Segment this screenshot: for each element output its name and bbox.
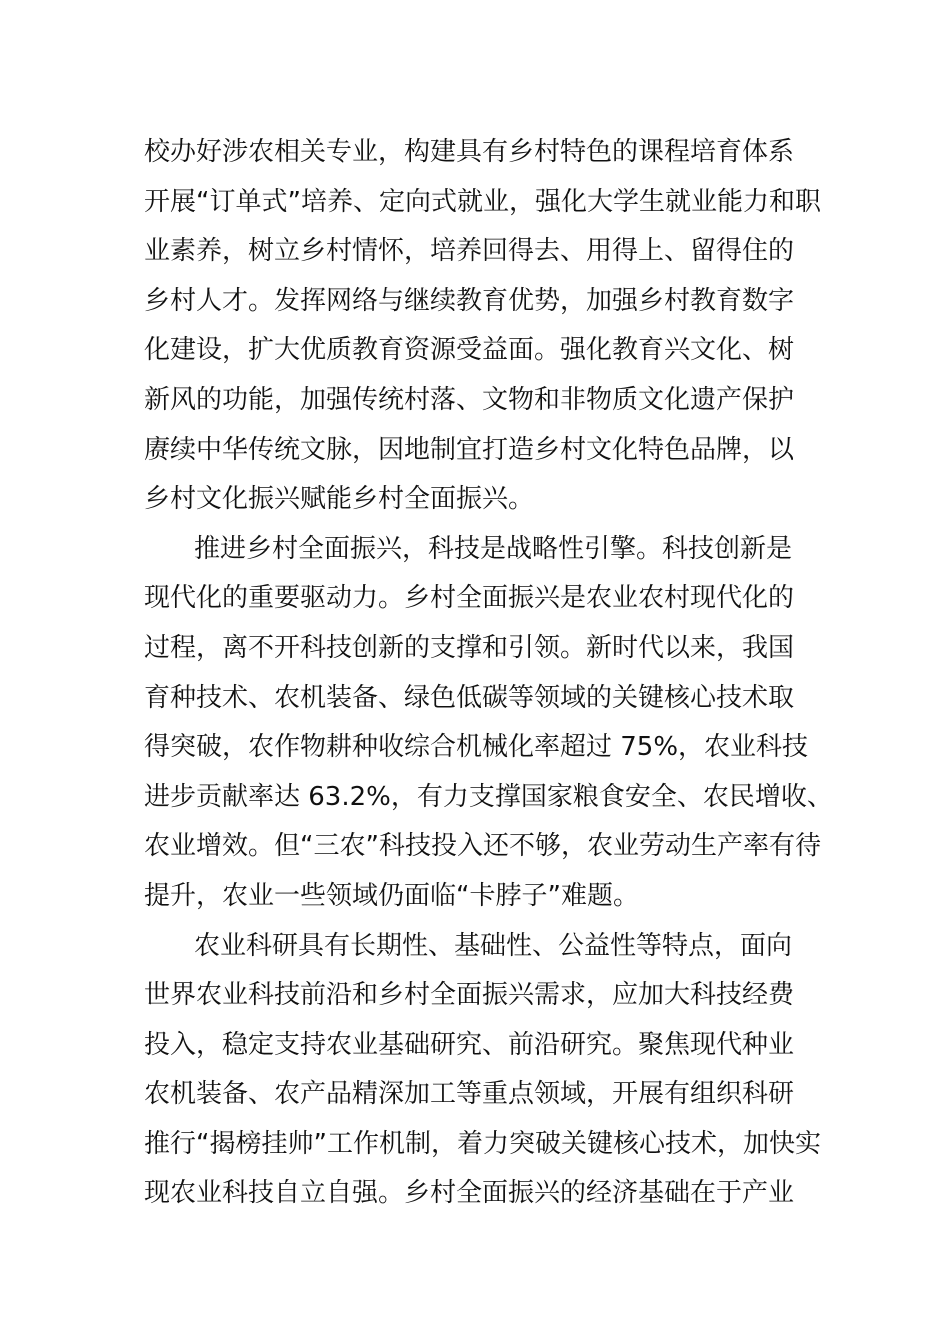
- text-line: 推行“揭榜挂帅”工作机制，着力突破关键核心技术，加快实: [144, 1128, 821, 1159]
- text-line: 现代化的重要驱动力。乡村全面振兴是农业农村现代化的: [144, 583, 795, 614]
- paragraph-first-line: 推进乡村全面振兴，科技是战略性引擎。科技创新是: [194, 533, 793, 564]
- text-line: 业素养，树立乡村情怀，培养回得去、用得上、留得住的: [144, 236, 795, 267]
- text-line: 开展“订单式”培养、定向式就业，强化大学生就业能力和职: [144, 186, 821, 217]
- text-line: 新风的功能，加强传统村落、文物和非物质文化遗产保护: [144, 384, 795, 415]
- text-line: 现农业科技自立自强。乡村全面振兴的经济基础在于产业: [144, 1178, 795, 1209]
- text-line: 乡村人才。发挥网络与继续教育优势，加强乡村教育数字: [144, 285, 795, 316]
- text-line: 乡村文化振兴赋能乡村全面振兴。: [144, 484, 535, 515]
- text-line: 赓续中华传统文脉，因地制宜打造乡村文化特色品牌，以: [144, 434, 795, 465]
- text-line: 提升，农业一些领域仍面临“卡脖子”难题。: [144, 880, 639, 911]
- paragraph-first-line: 农业科研具有长期性、基础性、公益性等特点，面向: [194, 930, 793, 961]
- text-line: 校办好涉农相关专业，构建具有乡村特色的课程培育体系: [144, 137, 795, 167]
- text-line: 投入，稳定支持农业基础研究、前沿研究。聚焦现代种业: [144, 1029, 795, 1060]
- text-line: 进步贡献率达 63.2%，有力支撑国家粮食安全、农民增收、: [144, 781, 833, 812]
- text-line: 农机装备、农产品精深加工等重点领域，开展有组织科研: [144, 1079, 795, 1110]
- document-body: [144, 128, 833, 1219]
- text-line: 得突破，农作物耕种收综合机械化率超过 75%，农业科技: [144, 732, 809, 763]
- text-line: 农业增效。但“三农”科技投入还不够，农业劳动生产率有待: [144, 831, 821, 862]
- text-line: 育种技术、农机装备、绿色低碳等领域的关键核心技术取: [144, 682, 795, 713]
- text-line: 世界农业科技前沿和乡村全面振兴需求，应加大科技经费: [144, 980, 795, 1011]
- text-line: 化建设，扩大优质教育资源受益面。强化教育兴文化、树: [144, 335, 795, 366]
- text-line: 过程，离不开科技创新的支撑和引领。新时代以来，我国: [144, 632, 795, 663]
